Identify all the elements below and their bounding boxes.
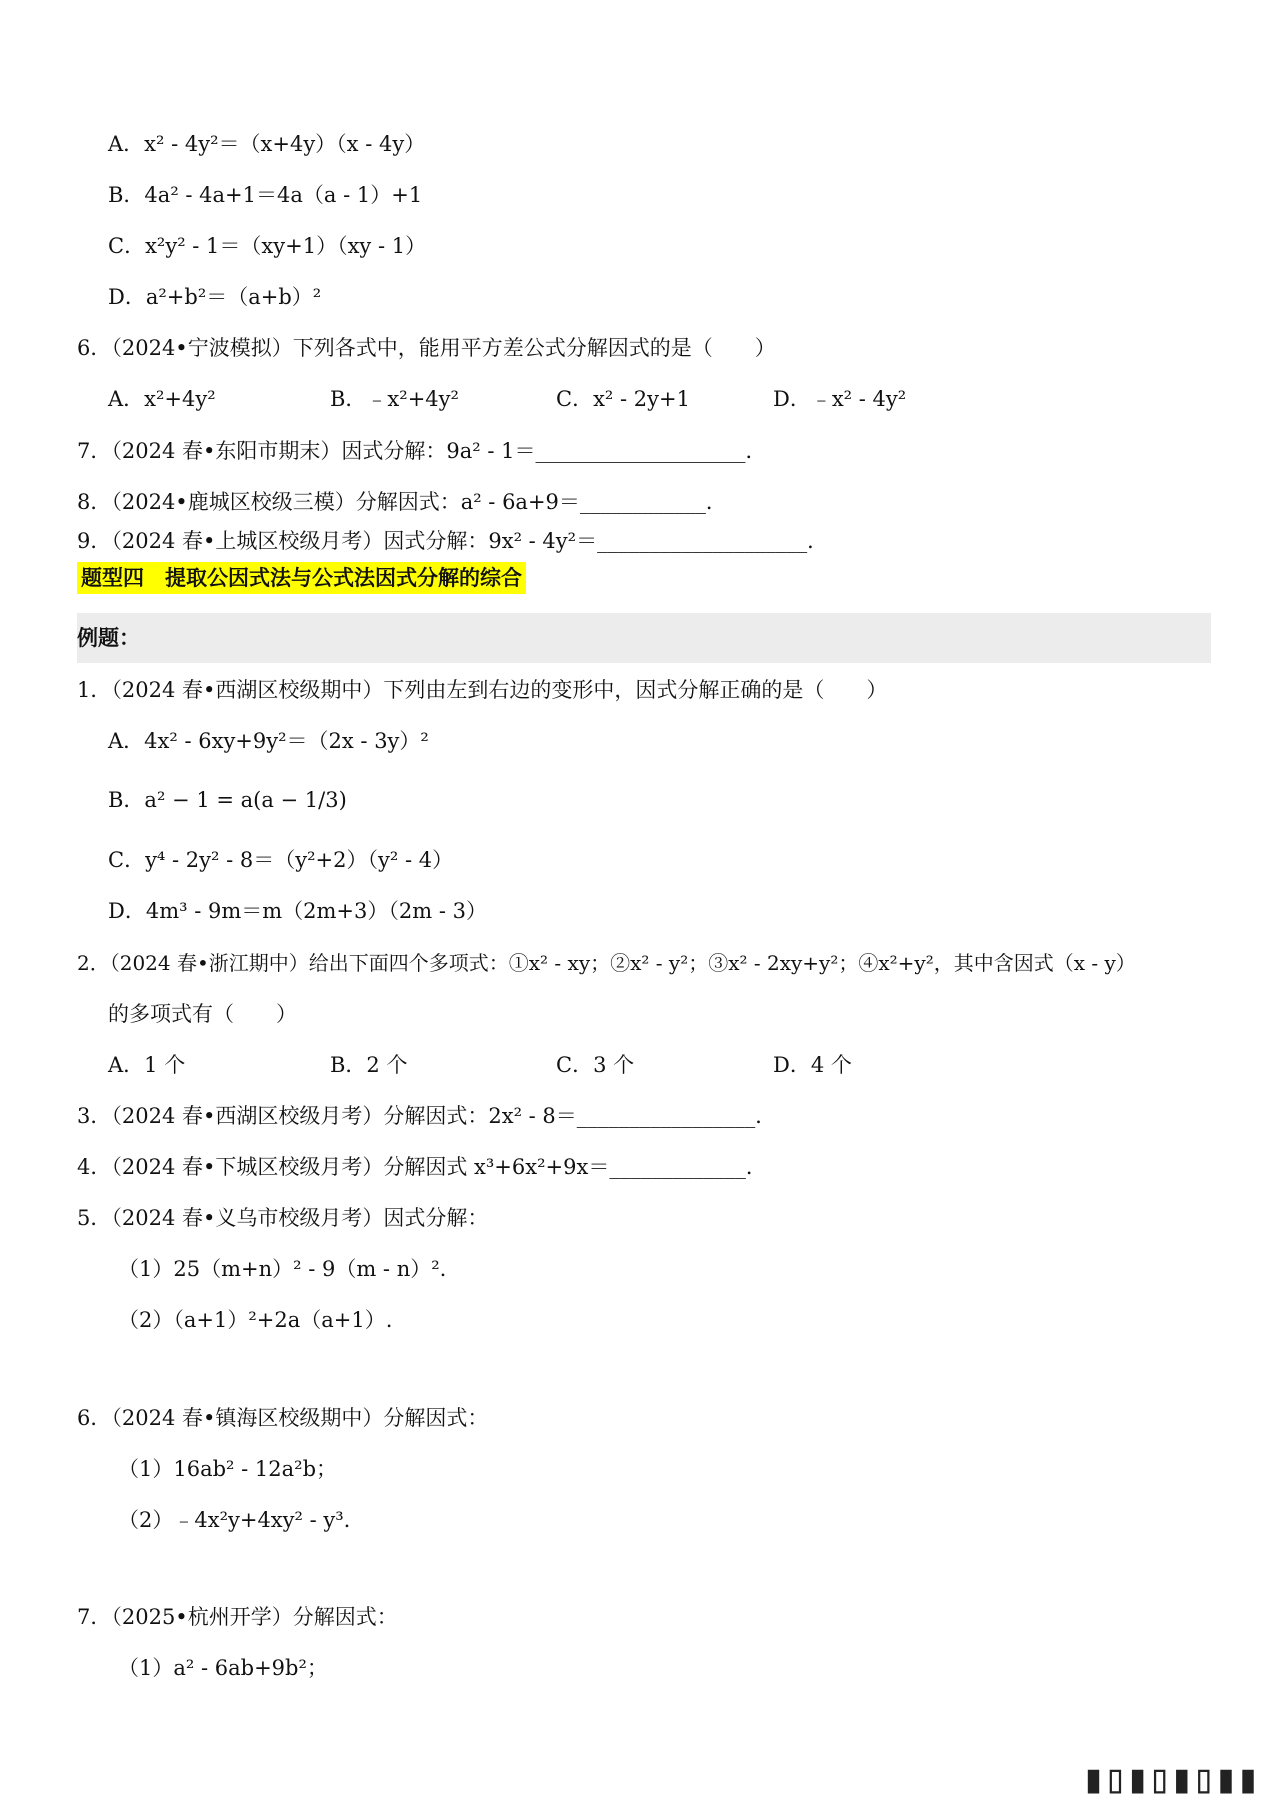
b-q6-stem: 6．（2024 春•镇海区校级期中）分解因式： <box>77 1406 489 1430</box>
q5-option-b: B．4a² - 4a+1＝4a（a - 1）+1 <box>108 183 423 207</box>
b-q2-choice-c: C．3 个 <box>556 1053 635 1077</box>
b-q1-option-a: A．4x² - 6xy+9y²＝（2x - 3y）² <box>108 729 429 753</box>
b-q6-part1: （1）16ab² - 12a²b； <box>118 1457 338 1481</box>
b-q5-stem: 5．（2024 春•义乌市校级月考）因式分解： <box>77 1206 489 1230</box>
b-q7-stem: 7．（2025•杭州开学）分解因式： <box>77 1605 398 1629</box>
b-q2-choice-b: B．2 个 <box>330 1053 408 1077</box>
q7-line: 7．（2024 春•东阳市期末）因式分解：9a² - 1＝____________________． <box>77 439 767 463</box>
b-q1-stem: 1．（2024 春•西湖区校级期中）下列由左到右边的变形中，因式分解正确的是（ ） <box>77 678 888 702</box>
q5-option-c: C．x²y² - 1＝（xy+1）（xy - 1） <box>108 234 427 258</box>
b-q1-option-d: D．4m³ - 9m＝m（2m+3）（2m - 3） <box>108 899 487 923</box>
b-q4-line: 4．（2024 春•下城区校级月考）分解因式 x³+6x²+9x＝_____________． <box>77 1155 767 1179</box>
b-q5-part2: （2）（a+1）²+2a（a+1）. <box>118 1308 393 1332</box>
b-q1-option-c: C．y⁴ - 2y² - 8＝（y²+2）（y² - 4） <box>108 848 454 872</box>
section-title: 题型四 提取公因式法与公式法因式分解的综合 <box>77 562 526 594</box>
example-label: 例题： <box>77 626 140 650</box>
example-bar <box>77 613 1211 663</box>
b-q3-line: 3．（2024 春•西湖区校级月考）分解因式：2x² - 8＝_________________． <box>77 1104 777 1128</box>
q6-choice-b: B．﹣x²+4y² <box>330 387 459 411</box>
q5-option-d: D．a²+b²＝（a+b）² <box>108 285 322 309</box>
q6-choice-d: D．﹣x² - 4y² <box>773 387 907 411</box>
b-q2-choice-a: A．1 个 <box>108 1053 186 1077</box>
q6-choice-c: C．x² - 2y+1 <box>556 387 690 411</box>
b-q2-stem-line2: 的多项式有（ ） <box>108 1002 297 1026</box>
q5-option-a: A．x² - 4y²＝（x+4y）（x - 4y） <box>108 132 426 156</box>
b-q1-option-b: B．a² − 1 = a(a − 1/3) <box>108 788 347 812</box>
b-q7-part1: （1）a² - 6ab+9b²； <box>118 1656 328 1680</box>
b-q2-stem-line1: 2．（2024 春•浙江期中）给出下面四个多项式：①x² - xy；②x² - y²；③x² - 2xy+y²；④x²+y²，其中含因式（x - y） <box>77 951 1136 975</box>
q6-stem: 6．（2024•宁波模拟）下列各式中，能用平方差公式分解因式的是（ ） <box>77 336 776 360</box>
b-q6-part2: （2）﹣4x²y+4xy² - y³. <box>118 1508 351 1532</box>
q6-choice-a: A．x²+4y² <box>108 387 216 411</box>
q8-line: 8．（2024•鹿城区校级三模）分解因式：a² - 6a+9＝____________． <box>77 490 727 514</box>
watermark-mark: ▮▯▮▯▮▯▮▮ <box>1081 1756 1258 1802</box>
q9-line: 9．（2024 春•上城区校级月考）因式分解：9x² - 4y²＝____________________． <box>77 529 829 553</box>
b-q2-choice-d: D．4 个 <box>773 1053 852 1077</box>
b-q5-part1: （1）25（m+n）² - 9（m - n）². <box>118 1257 447 1281</box>
